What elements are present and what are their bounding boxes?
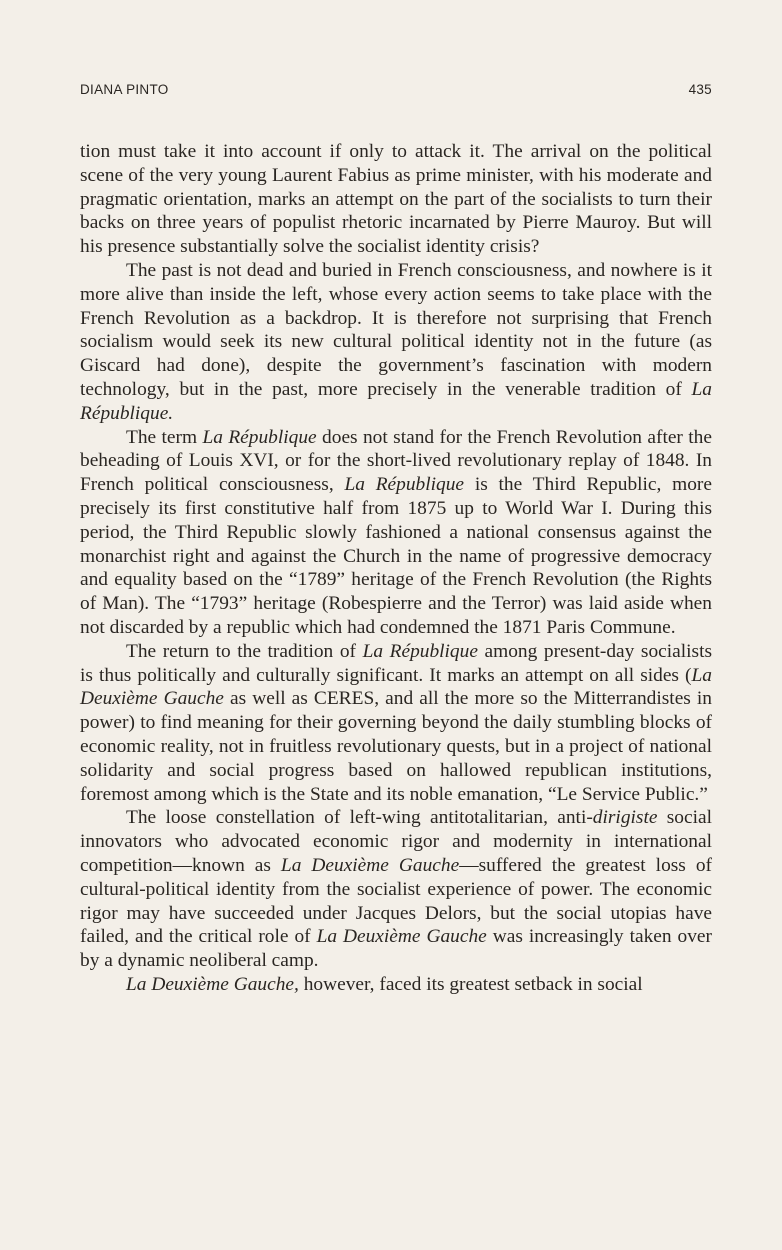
- text-run: tion must take it into account if only to attack it. The arrival on the political scene of the very young Laurent Fabius as prime minister, with his moderate and pragmatic orientation, marks an attempt on the part of the socialists to turn their backs on three years of populist rhetoric incarnated by Pierre Mauroy. But will his presence substantially solve the socialist identity crisis?: [80, 141, 712, 258]
- text-run: The term: [126, 426, 203, 448]
- text-run: The loose constellation of left-wing antitotalitarian, anti-: [126, 807, 593, 829]
- running-head: [80, 82, 712, 102]
- body-text: [80, 140, 712, 997]
- italic-text: dirigiste: [592, 807, 658, 829]
- italic-text: La Deuxième Gauche,: [126, 973, 299, 995]
- paragraph: [80, 973, 712, 997]
- italic-text: La République.: [80, 378, 712, 424]
- italic-text: La Deuxième Gauche: [316, 926, 487, 948]
- text-run: The return to the tradition of: [126, 640, 363, 662]
- page-number: 435: [688, 82, 712, 97]
- italic-text: La Deuxième Gauche: [280, 854, 460, 876]
- italic-text: La Deuxième Gauche: [80, 664, 712, 710]
- paragraph: [80, 640, 712, 807]
- italic-text: La République: [344, 474, 465, 496]
- paragraph: [80, 806, 712, 973]
- italic-text: La République: [202, 426, 317, 448]
- text-run: social innovators who advocated economic rigor and modernity in international competition—known as: [80, 807, 712, 876]
- text-run: is the Third Republic, more precisely its first constitutive half from 1875 up to World War I. During this period, the Third Republic slowly fashioned a national consensus against the monarchist right and against the Church in the name of progressive democracy and equality based on the “1789” heritage of the French Revolution (the Rights of Man). The “1793” heritage (Robespierre and the Terror) was laid aside when not discarded by a republic which had condemned the 1871 Paris Commune.: [80, 474, 712, 638]
- running-head-author: DIANA PINTO: [80, 82, 169, 97]
- text-run: among present-day socialists is thus politically and culturally significant. It marks an attempt on all sides (: [80, 640, 712, 686]
- text-run: —suffered the greatest loss of cultural-political identity from the socialist experience of power. The economic rigor may have succeeded under Jacques Delors, but the social utopias have failed, and the critical role of: [80, 854, 712, 948]
- text-run: however, faced its greatest setback in social: [298, 973, 643, 995]
- paragraph: [80, 259, 712, 426]
- text-run: The past is not dead and buried in French consciousness, and nowhere is it more alive than inside the left, whose every action seems to take place with the French Revolution as a backdrop. It is therefore not surprising that French socialism would seek its new cultural political identity not in the future (as Giscard had done), despite the government’s fascination with modern technology, but in the past, more precisely in the venerable tradition of: [80, 259, 712, 400]
- paragraph: [80, 426, 712, 640]
- text-run: was increasingly taken over by a dynamic neoliberal camp.: [80, 926, 712, 972]
- paragraph: [80, 140, 712, 259]
- italic-text: La République: [362, 640, 478, 662]
- text-run: does not stand for the French Revolution after the beheading of Louis XVI, or for the short-lived revolutionary replay of 1848. In French political consciousness,: [80, 426, 712, 496]
- text-run: as well as CERES, and all the more so the Mitterrandistes in power) to find meaning for their governing beyond the daily stumbling blocks of economic reality, not in fruitless revolutionary quests, but in a project of national solidarity and social progress based on hallowed republican institutions, foremost among which is the State and its noble emanation, “Le Service Public.”: [80, 688, 712, 805]
